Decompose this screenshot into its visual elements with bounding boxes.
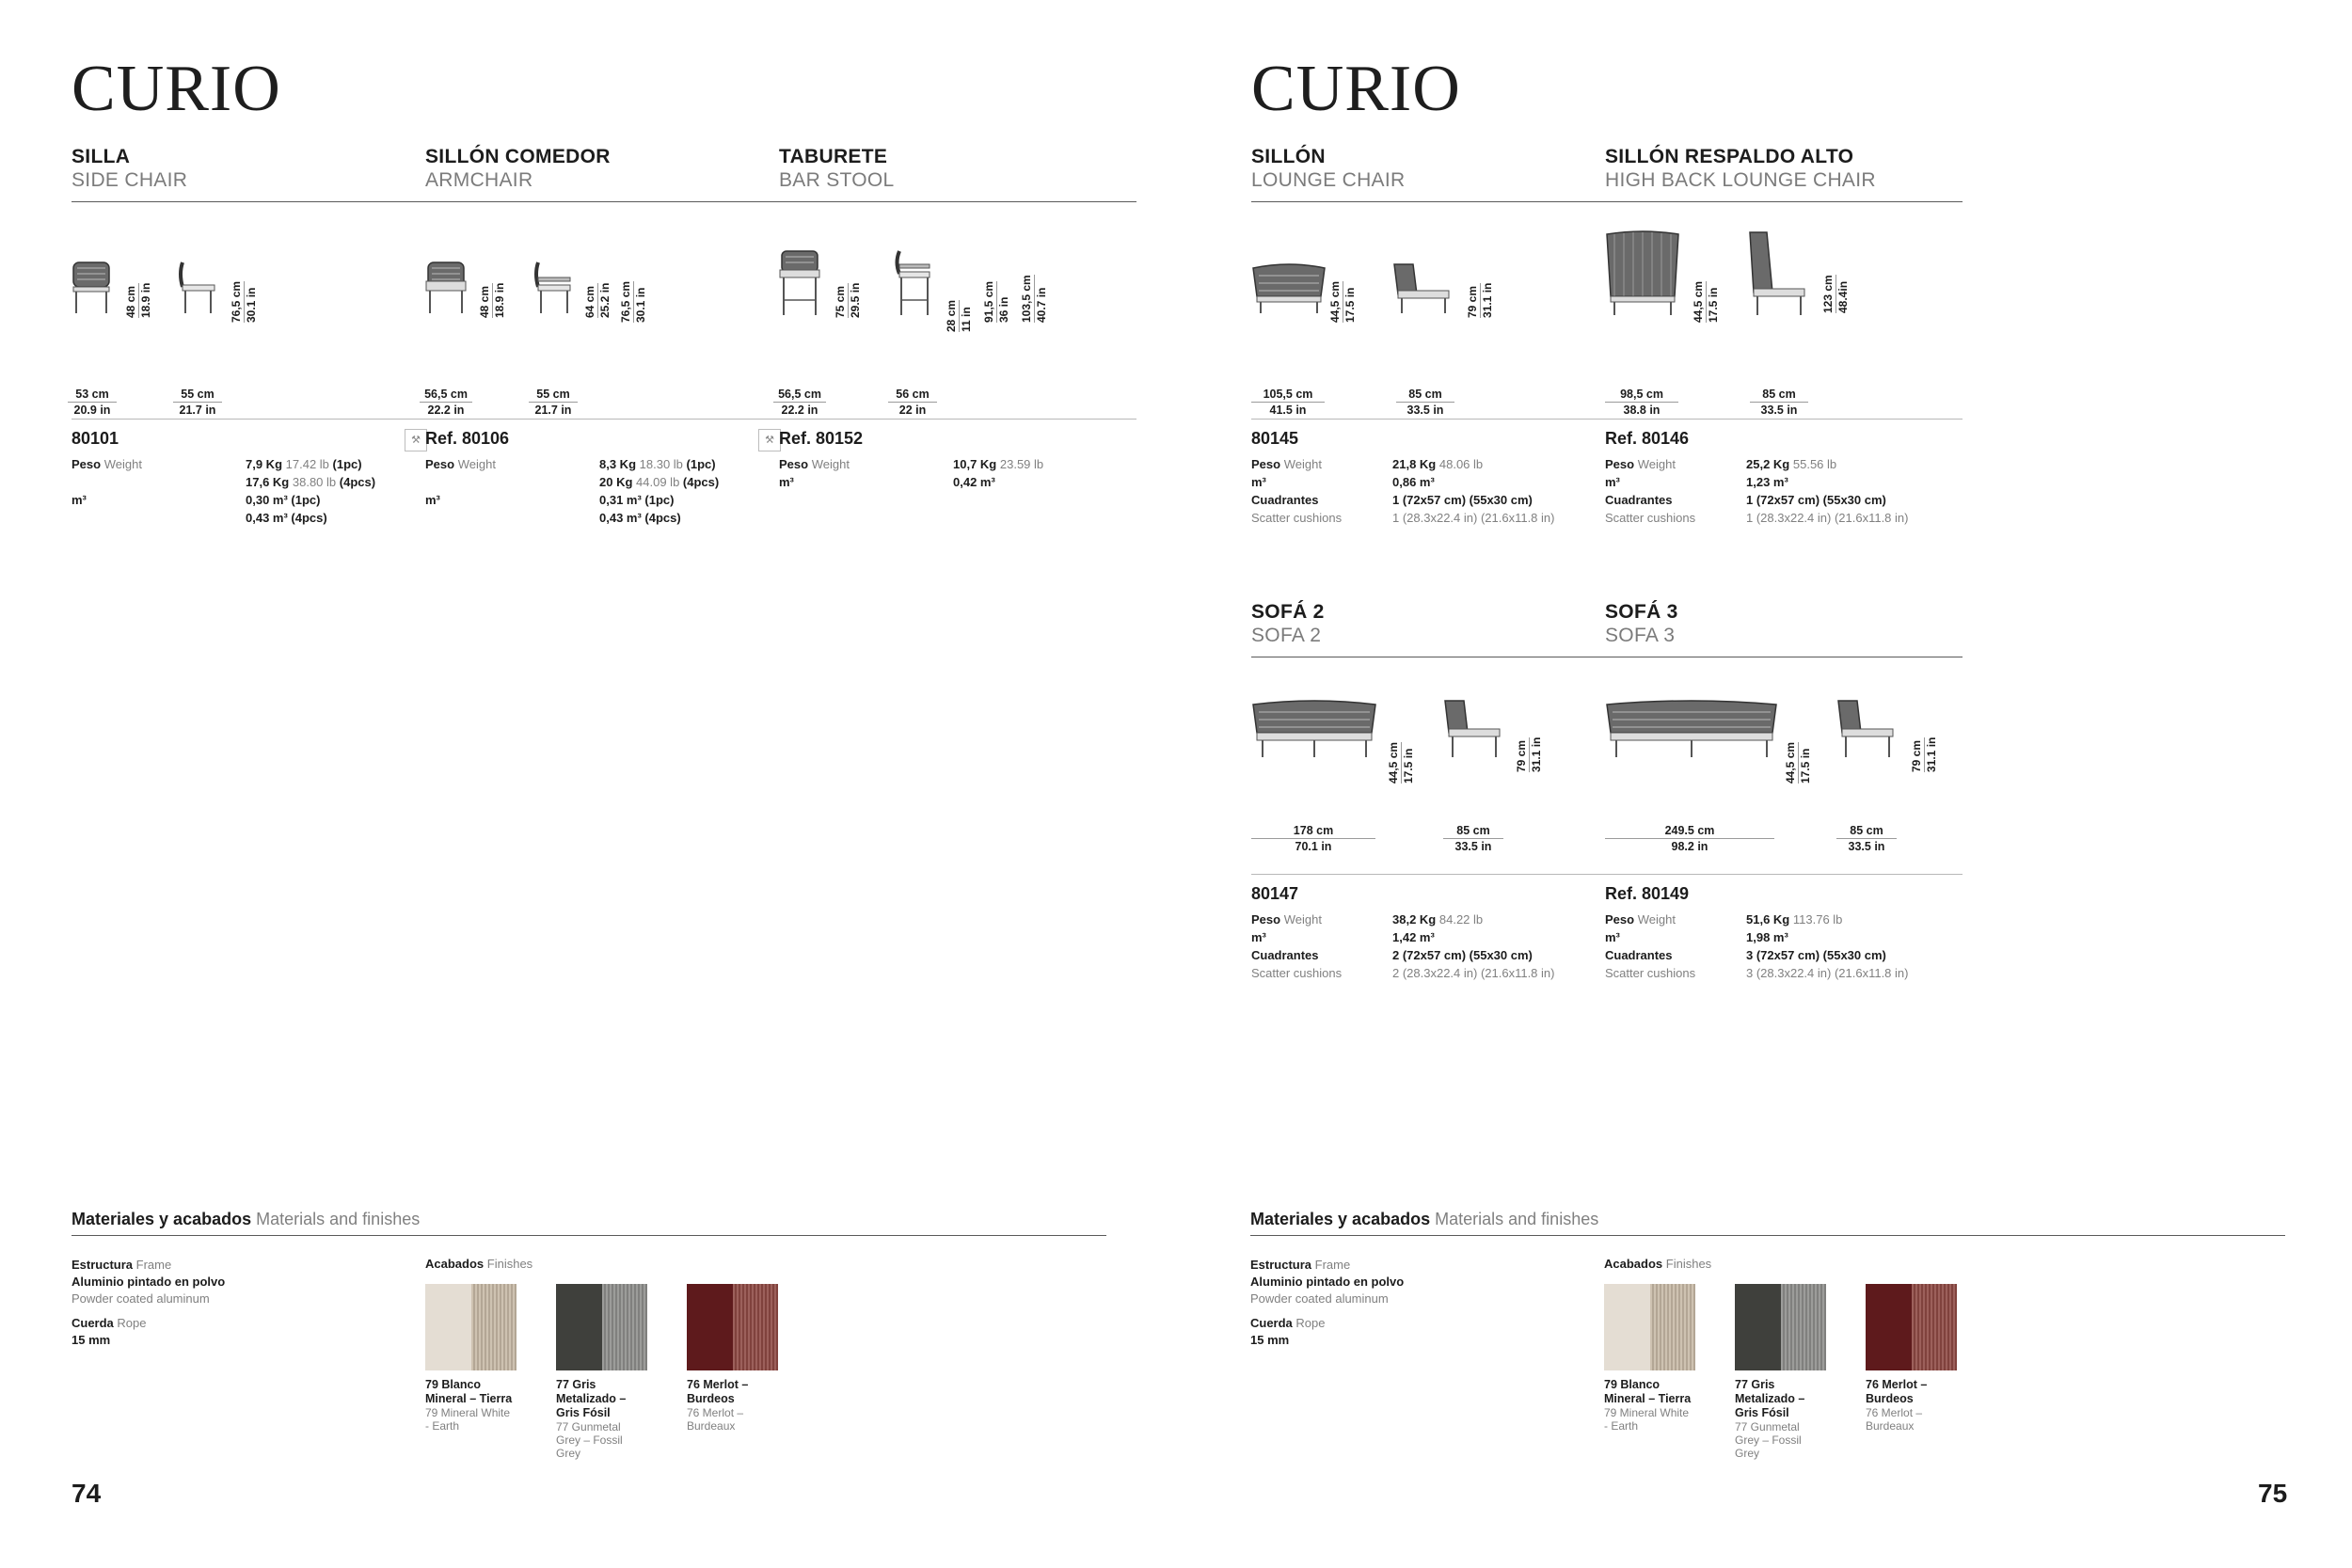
product-title: TABURETE	[779, 146, 888, 167]
dim-front-width: 53 cm 20.9 in	[68, 387, 117, 418]
dim-front-height: 44,5 cm 17.5 in	[1784, 741, 1812, 784]
high-back-chair-front-drawing	[1605, 230, 1680, 317]
sofa-3-side-drawing	[1836, 699, 1897, 759]
product-info: 80101 ⚒ Peso Weight 7,9 Kg 17.42 lb (1pc) 17,6 Kg 38.80 lb (4pcs) m³ 0,30 m³ (1pc) 0,43 m³ (4pcs)	[72, 419, 429, 527]
dim-side-width: 85 cm 33.5 in	[1396, 387, 1454, 418]
dim-side-height: 123 cm 48.4in	[1821, 275, 1850, 313]
dim-front-height: 75 cm 29.5 in	[834, 282, 862, 318]
dim-front-width: 98,5 cm 38.8 in	[1605, 387, 1678, 418]
swatch-merlot: 76 Merlot – Burdeos 76 Merlot – Burdeaux	[687, 1284, 778, 1460]
dim-side-width: 55 cm 21.7 in	[529, 387, 578, 418]
dim-front-height: 44,5 cm 17.5 in	[1387, 741, 1415, 784]
materials-heading: Materiales y acabados Materials and finishes	[72, 1210, 1106, 1236]
materials-finishes: Acabados Finishes 79 Blanco Mineral – Tierra 79 Mineral White - Earth 77 Gris Metalizado – Gris Fósil 77 Gunmetal Grey – Fossil Grey 76 Merlot – Burdeos 76 Merlot – Burdeaux	[1604, 1257, 2169, 1460]
product-title: SILLA	[72, 146, 131, 167]
product-subtitle: HIGH BACK LOUNGE CHAIR	[1605, 168, 1963, 202]
dim-side-height: 79 cm 31.1 in	[1466, 282, 1494, 318]
product-drawings	[1605, 657, 1963, 874]
side-chair-side-drawing	[177, 261, 216, 315]
product-subtitle: ARMCHAIR	[425, 168, 783, 202]
swatch-mineral-white: 79 Blanco Mineral – Tierra 79 Mineral White - Earth	[425, 1284, 516, 1460]
swatch-gunmetal-grey: 77 Gris Metalizado – Gris Fósil 77 Gunmetal Grey – Fossil Grey	[556, 1284, 647, 1460]
materials-finishes: Acabados Finishes 79 Blanco Mineral – Tierra 79 Mineral White - Earth 77 Gris Metalizado – Gris Fósil 77 Gunmetal Grey – Fossil Grey 76 Merlot – Burdeos 76 Merlot – Burdeaux	[425, 1257, 990, 1460]
product-bar-stool	[779, 145, 1136, 491]
product-drawings	[72, 202, 429, 419]
product-info: Ref. 80146 Peso Weight 25,2 Kg 55.56 lb m³ 1,23 m³ Cuadrantes 1 (72x57 cm) (55x30 cm) Scatter cushions 1 (28.3x22.4 in) (21.6x11.8 in)	[1605, 419, 1963, 527]
product-ref: Ref. 80106	[425, 429, 510, 448]
product-info: Ref. 80152 Peso Weight 10,7 Kg 23.59 lb m³ 0,42 m³	[779, 419, 1136, 491]
product-sofa-3	[1605, 600, 1963, 982]
product-high-back-lounge-chair	[1605, 145, 1963, 527]
product-lounge-chair	[1251, 145, 1609, 527]
product-side-chair	[72, 145, 429, 527]
dim-side-width: 85 cm 33.5 in	[1750, 387, 1808, 418]
dim-front-width: 56,5 cm 22.2 in	[420, 387, 472, 418]
dim-side-height: 103,5 cm 40.7 in	[1020, 275, 1048, 323]
dim-side-height: 76,5 cm 30.1 in	[619, 280, 647, 323]
dim-front-height: 48 cm 18.9 in	[124, 282, 152, 318]
product-drawings	[1251, 657, 1609, 874]
assembly-icon: ⚒	[405, 429, 427, 451]
lounge-chair-front-drawing	[1251, 262, 1327, 315]
swatch-gunmetal-grey: 77 Gris Metalizado – Gris Fósil 77 Gunmetal Grey – Fossil Grey	[1735, 1284, 1826, 1460]
product-armchair	[425, 145, 783, 527]
sofa-2-side-drawing	[1443, 699, 1503, 759]
product-drawings	[1605, 202, 1963, 419]
dim-side-footrest-height: 28 cm 11 in	[945, 299, 973, 332]
armchair-front-drawing	[425, 261, 467, 315]
product-info: Ref. 80149 Peso Weight 51,6 Kg 113.76 lb m³ 1,98 m³ Cuadrantes 3 (72x57 cm) (55x30 cm) Scatter cushions 3 (28.3x22.4 in) (21.6x11.8 in)	[1605, 874, 1963, 982]
product-drawings	[1251, 202, 1609, 419]
product-ref: 80147	[1251, 884, 1299, 903]
materials-section	[72, 1210, 1106, 1460]
product-info: 80145 Peso Weight 21,8 Kg 48.06 lb m³ 0,86 m³ Cuadrantes 1 (72x57 cm) (55x30 cm) Scatter cushions 1 (28.3x22.4 in) (21.6x11.8 in)	[1251, 419, 1609, 527]
sofa-2-front-drawing	[1251, 699, 1377, 759]
dim-front-width: 249.5 cm 98.2 in	[1605, 823, 1774, 854]
dim-side-width: 85 cm 33.5 in	[1836, 823, 1897, 854]
page-number: 75	[2258, 1479, 2288, 1508]
dim-side-arm-height: 91,5 cm 36 in	[982, 280, 1010, 323]
dim-side-width: 56 cm 22 in	[888, 387, 937, 418]
materials-heading: Materiales y acabados Materials and finishes	[1250, 1210, 2285, 1236]
dim-side-arm-height: 64 cm 25.2 in	[583, 282, 612, 318]
product-title: SILLÓN	[1251, 146, 1326, 167]
product-title: SOFÁ 3	[1605, 601, 1678, 623]
product-drawings	[425, 202, 783, 419]
product-sofa-2	[1251, 600, 1609, 982]
dim-side-width: 55 cm 21.7 in	[173, 387, 222, 418]
product-subtitle: SIDE CHAIR	[72, 168, 429, 202]
product-info: Ref. 80106 ⚒ Peso Weight 8,3 Kg 18.30 lb (1pc) 20 Kg 44.09 lb (4pcs) m³ 0,31 m³ (1pc) 0,43 m³ (4pcs)	[425, 419, 783, 527]
materials-structure: Estructura Frame Aluminio pintado en polvo Powder coated aluminum Cuerda Rope 15 mm	[72, 1258, 226, 1347]
dim-front-width: 105,5 cm 41.5 in	[1251, 387, 1325, 418]
dim-front-width: 178 cm 70.1 in	[1251, 823, 1375, 854]
armchair-side-drawing	[532, 261, 574, 315]
dim-side-height: 79 cm 31.1 in	[1515, 736, 1543, 772]
bar-stool-front-drawing	[779, 249, 820, 317]
swatch-mineral-white: 79 Blanco Mineral – Tierra 79 Mineral White - Earth	[1604, 1284, 1695, 1460]
lounge-chair-side-drawing	[1392, 262, 1453, 315]
product-subtitle: SOFA 3	[1605, 624, 1963, 657]
brand-logo: CURIO	[72, 53, 281, 125]
product-drawings	[779, 202, 1136, 419]
dim-front-width: 56,5 cm 22.2 in	[773, 387, 826, 418]
product-ref: 80101	[72, 429, 119, 448]
dim-front-height: 44,5 cm 17.5 in	[1328, 280, 1357, 323]
dim-front-height: 48 cm 18.9 in	[478, 282, 506, 318]
assembly-icon: ⚒	[758, 429, 781, 451]
bar-stool-side-drawing	[892, 249, 933, 317]
product-ref: Ref. 80149	[1605, 884, 1690, 903]
dim-side-width: 85 cm 33.5 in	[1443, 823, 1503, 854]
product-info: 80147 Peso Weight 38,2 Kg 84.22 lb m³ 1,42 m³ Cuadrantes 2 (72x57 cm) (55x30 cm) Scatter cushions 2 (28.3x22.4 in) (21.6x11.8 in)	[1251, 874, 1609, 982]
brand-logo: CURIO	[1251, 53, 1461, 125]
product-subtitle: SOFA 2	[1251, 624, 1609, 657]
page-number: 74	[72, 1479, 102, 1508]
dim-side-height: 76,5 cm 30.1 in	[230, 280, 258, 323]
product-subtitle: LOUNGE CHAIR	[1251, 168, 1609, 202]
product-ref: 80145	[1251, 429, 1299, 448]
dim-side-height: 79 cm 31.1 in	[1910, 736, 1938, 772]
product-subtitle: BAR STOOL	[779, 168, 1136, 202]
materials-structure: Estructura Frame Aluminio pintado en polvo Powder coated aluminum Cuerda Rope 15 mm	[1250, 1258, 1405, 1347]
product-title: SILLÓN RESPALDO ALTO	[1605, 146, 1854, 167]
swatch-merlot: 76 Merlot – Burdeos 76 Merlot – Burdeaux	[1866, 1284, 1957, 1460]
product-title: SILLÓN COMEDOR	[425, 146, 611, 167]
product-title: SOFÁ 2	[1251, 601, 1325, 623]
sofa-3-front-drawing	[1605, 699, 1778, 759]
product-ref: Ref. 80152	[779, 429, 864, 448]
materials-section	[1250, 1210, 2285, 1460]
side-chair-front-drawing	[72, 261, 111, 315]
product-ref: Ref. 80146	[1605, 429, 1690, 448]
high-back-chair-side-drawing	[1748, 230, 1808, 317]
dim-front-height: 44,5 cm 17.5 in	[1692, 280, 1720, 323]
